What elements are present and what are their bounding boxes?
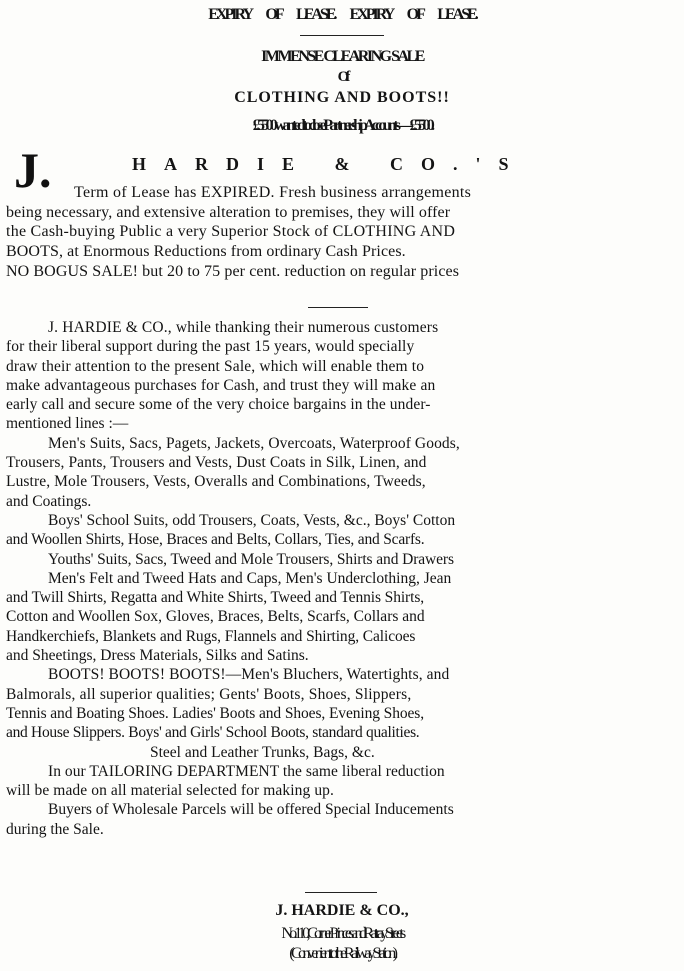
body-line: make advantageous purchases for Cash, and trust they will make an xyxy=(6,376,436,394)
body-line: for their liberal support during the past 15 years, would specially xyxy=(6,338,415,356)
body-line: Balmorals, all superior qualities; Gents' Boots, Shoes, Slippers, xyxy=(6,685,412,703)
body-line: during the Sale. xyxy=(6,820,104,838)
body-line: Tennis and Boating Shoes. Ladies' Boots and Shoes, Evening Shoes, xyxy=(6,704,424,722)
footer-firm-name: J. HARDIE & CO., xyxy=(275,902,409,919)
body-line: and Twill Shirts, Regatta and White Shirts, Tweed and Tennis Shirts, xyxy=(6,589,425,607)
clearing-sale-title: IMMENSE CLEARING SALE xyxy=(261,48,423,65)
body-line: Lustre, Mole Trousers, Vests, Overalls and Combinations, Tweeds, xyxy=(6,473,426,491)
title-of: Of xyxy=(337,69,347,85)
hardie-firm-heading: HARDIE & CO.'S xyxy=(132,154,527,174)
body-line: mentioned lines :— xyxy=(6,415,129,433)
body-line: early call and secure some of the very choice bargains in the under- xyxy=(6,396,431,414)
body-line: and Coatings. xyxy=(6,492,92,510)
body-line: BOOTS! BOOTS! BOOTS!—Men's Bluchers, Watertights, and xyxy=(48,666,450,684)
footer-note: (Convenient to the Railway Station). xyxy=(289,945,395,962)
clothing-and-boots-title: CLOTHING AND BOOTS!! xyxy=(234,89,450,106)
body-line: Handkerchiefs, Blankets and Rugs, Flannels and Shirting, Calicoes xyxy=(6,627,416,645)
footer-rule xyxy=(305,892,377,893)
intro-line: Term of Lease has EXPIRED. Fresh business arrangements xyxy=(74,184,472,201)
intro-line: BOOTS, at Enormous Reductions from ordinary Cash Prices. xyxy=(6,243,406,261)
body-line: Steel and Leather Trunks, Bags, &c. xyxy=(150,743,375,761)
intro-line: NO BOGUS SALE! but 20 to 75 per cent. reduction on regular prices xyxy=(6,262,460,280)
body-line: Buyers of Wholesale Parcels will be offered Special Inducements xyxy=(48,801,454,819)
drop-cap-j: J. xyxy=(14,142,52,198)
body-line: Trousers, Pants, Trousers and Vests, Dust Coats in Silk, Linen, and xyxy=(6,454,427,472)
body-paragraphs xyxy=(6,318,460,839)
body-line: Youths' Suits, Sacs, Tweed and Mole Trousers, Shirts and Drawers xyxy=(48,550,454,568)
body-line: and Woollen Shirts, Hose, Braces and Belts, Collars, Ties, and Scarfs. xyxy=(6,531,425,549)
body-line: Men's Suits, Sacs, Pagets, Jackets, Overcoats, Waterproof Goods, xyxy=(48,434,460,452)
expiry-of-lease-heading: EXPIRY OF LEASE. EXPIRY OF LEASE. xyxy=(208,6,476,23)
body-line: draw their attention to the present Sale, which will enable them to xyxy=(6,357,425,375)
body-line: J. HARDIE & CO., while thanking their numerous customers xyxy=(48,319,439,336)
partnership-subtitle: £5500 wanted to close Partnership Accounts—£5500. xyxy=(252,117,432,134)
body-line: and Sheetings, Dress Materials, Silks and Satins. xyxy=(6,647,309,665)
body-line: and House Slippers. Boys' and Girls' School Boots, standard qualities. xyxy=(6,724,420,742)
footer-address: No. 110, Corner Princes and Rattray Streets xyxy=(281,925,403,942)
body-line: will be made on all material selected for making up. xyxy=(6,782,335,800)
body-line: Boys' School Suits, odd Trousers, Coats, Vests, &c., Boys' Cotton xyxy=(48,511,456,529)
intro-paragraph xyxy=(6,183,471,282)
body-line: Cotton and Woollen Sox, Gloves, Braces, Belts, Scarfs, Collars and xyxy=(6,608,425,626)
intro-line: the Cash-buying Public a very Superior Stock of CLOTHING AND xyxy=(6,223,456,241)
intro-rule xyxy=(308,307,368,308)
body-line: Men's Felt and Tweed Hats and Caps, Men's Underclothing, Jean xyxy=(48,569,452,587)
header-rule xyxy=(300,35,384,36)
body-line: In our TAILORING DEPARTMENT the same liberal reduction xyxy=(48,762,445,780)
intro-line: being necessary, and extensive alteration to premises, they will offer xyxy=(6,203,451,221)
